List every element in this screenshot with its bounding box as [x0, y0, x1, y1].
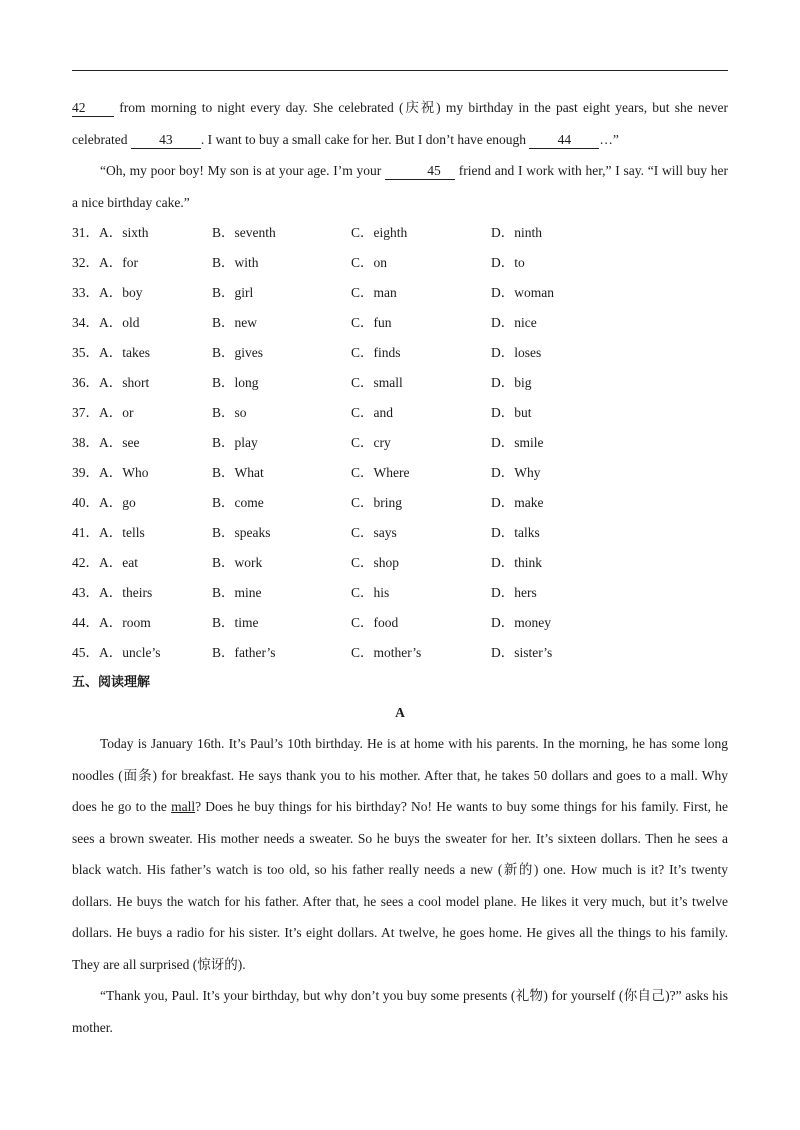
option-a: A．Who: [99, 465, 149, 480]
option-d: D．sister’s: [491, 645, 553, 660]
question-row: [72, 278, 728, 308]
option-d: D．money: [491, 615, 551, 630]
option-d: D．nice: [491, 315, 537, 330]
question-number: 32．: [72, 255, 99, 270]
question-number: 35．: [72, 345, 99, 360]
question-number: 43．: [72, 585, 99, 600]
option-c: C．says: [351, 525, 397, 540]
option-a: A．uncle’s: [99, 645, 161, 660]
cloze-text: “Oh, my poor boy! My son is at your age. I’m your: [100, 163, 385, 178]
option-b: B．father’s: [212, 645, 276, 660]
option-c: C．eighth: [351, 225, 408, 240]
option-c: C．on: [351, 255, 388, 270]
option-b: B．work: [212, 555, 263, 570]
blank-42: 42: [72, 100, 114, 117]
option-d: D．make: [491, 495, 544, 510]
question-number: 41．: [72, 525, 99, 540]
question-list: [72, 218, 728, 668]
option-a: A．takes: [99, 345, 150, 360]
section-title: 五、阅读理解: [72, 675, 151, 690]
question-row: [72, 608, 728, 638]
option-d: D．Why: [491, 465, 541, 480]
question-number: 45．: [72, 645, 99, 660]
question-row: [72, 548, 728, 578]
option-c: C．shop: [351, 555, 400, 570]
question-row: [72, 428, 728, 458]
question-row: [72, 218, 728, 248]
option-b: B．play: [212, 435, 258, 450]
option-b: B．come: [212, 495, 264, 510]
option-b: B．seventh: [212, 225, 276, 240]
option-d: D．loses: [491, 345, 542, 360]
question-row: [72, 398, 728, 428]
option-d: D．smile: [491, 435, 544, 450]
option-c: C．finds: [351, 345, 401, 360]
option-b: B．girl: [212, 285, 254, 300]
cloze-paragraph-1: [72, 92, 728, 155]
question-row: [72, 488, 728, 518]
option-a: A．tells: [99, 525, 145, 540]
question-row: [72, 368, 728, 398]
option-c: C．food: [351, 615, 399, 630]
option-a: A．go: [99, 495, 136, 510]
header-rule: [72, 70, 728, 71]
option-d: D．talks: [491, 525, 540, 540]
option-c: C．cry: [351, 435, 391, 450]
reading-text: ? Does he buy things for his birthday? No! He wants to buy some things for his family. First, he sees a brown sweater. His mother needs a sweater. So he buys the sweater for her. It’s sixteen dollars. Then he sees a black watch. His father’s watch is too old, so his father really needs a new (新的) one. How much is it? It’s twenty dollars. He buys the watch for his father. After that, he sees a cool model plane. He likes it very much, but it’s twelve dollars. He buys a radio for his sister. It’s eight dollars. At twelve, he goes home. He gives all the things to his family. They are all surprised (惊讶的).: [72, 799, 729, 972]
question-row: [72, 518, 728, 548]
question-number: 39．: [72, 465, 99, 480]
option-c: C．mother’s: [351, 645, 422, 660]
option-a: A．short: [99, 375, 150, 390]
option-d: D．think: [491, 555, 543, 570]
option-b: B．What: [212, 465, 264, 480]
option-a: A．or: [99, 405, 134, 420]
option-a: A．old: [99, 315, 140, 330]
reading-paragraph-1: [72, 728, 728, 980]
option-a: A．room: [99, 615, 151, 630]
option-c: C．fun: [351, 315, 392, 330]
question-row: [72, 338, 728, 368]
option-d: D．woman: [491, 285, 554, 300]
option-b: B．mine: [212, 585, 262, 600]
option-c: C．small: [351, 375, 403, 390]
question-number: 36．: [72, 375, 99, 390]
question-number: 31．: [72, 225, 99, 240]
option-c: C．and: [351, 405, 393, 420]
option-a: A．sixth: [99, 225, 149, 240]
page-content: [72, 92, 728, 1043]
option-b: B．so: [212, 405, 247, 420]
question-row: [72, 458, 728, 488]
cloze-text: . I want to buy a small cake for her. But I don’t have enough: [200, 131, 530, 147]
blank-45: 45: [385, 163, 455, 180]
option-b: B．new: [212, 315, 257, 330]
option-a: A．eat: [99, 555, 138, 570]
question-number: 37．: [72, 405, 99, 420]
option-c: C．his: [351, 585, 390, 600]
option-b: B．speaks: [212, 525, 271, 540]
question-number: 38．: [72, 435, 99, 450]
option-b: B．with: [212, 255, 259, 270]
option-d: D．big: [491, 375, 532, 390]
option-b: B．time: [212, 615, 259, 630]
reading-paragraph-2: “Thank you, Paul. It’s your birthday, but why don’t you buy some presents (礼物) for yourself (你自己)?” asks his mother.: [72, 988, 728, 1035]
option-a: A．theirs: [99, 585, 153, 600]
cloze-text: …”: [599, 131, 619, 147]
cloze-paragraph-2: [72, 155, 728, 218]
option-a: A．for: [99, 255, 138, 270]
passage-label: A: [395, 705, 405, 720]
option-d: D．ninth: [491, 225, 543, 240]
question-number: 34．: [72, 315, 99, 330]
cloze-text: friend and I work with her,” I say. “I will buy her a nice birthday cake.”: [72, 163, 728, 210]
question-row: [72, 578, 728, 608]
option-c: C．bring: [351, 495, 403, 510]
question-row: [72, 308, 728, 338]
question-number: 44．: [72, 615, 99, 630]
option-a: A．see: [99, 435, 140, 450]
reading-text: Today is January 16th. It’s Paul’s 10th birthday. He is at home with his parents. In the morning, he has some long noodles (面条) for breakfast. He says thank you to his mother. After that, he takes 50 dollars and goes to a mall. Why does he go to the: [72, 736, 728, 814]
option-a: A．boy: [99, 285, 143, 300]
question-row: [72, 638, 728, 668]
option-c: C．man: [351, 285, 397, 300]
option-d: D．but: [491, 405, 532, 420]
option-d: D．hers: [491, 585, 537, 600]
blank-43: 43: [131, 132, 201, 149]
option-b: B．gives: [212, 345, 264, 360]
option-b: B．long: [212, 375, 259, 390]
question-number: 33．: [72, 285, 99, 300]
cloze-text: from morning to night every day. She celebrated (庆祝) my birthday in the past eight years, but she never celebrated: [72, 100, 728, 147]
question-number: 40．: [72, 495, 99, 510]
question-row: [72, 248, 728, 278]
underlined-word: mall: [171, 799, 196, 814]
option-c: C．Where: [351, 465, 410, 480]
option-d: D．to: [491, 255, 525, 270]
question-number: 42．: [72, 555, 99, 570]
blank-44: 44: [529, 132, 599, 149]
